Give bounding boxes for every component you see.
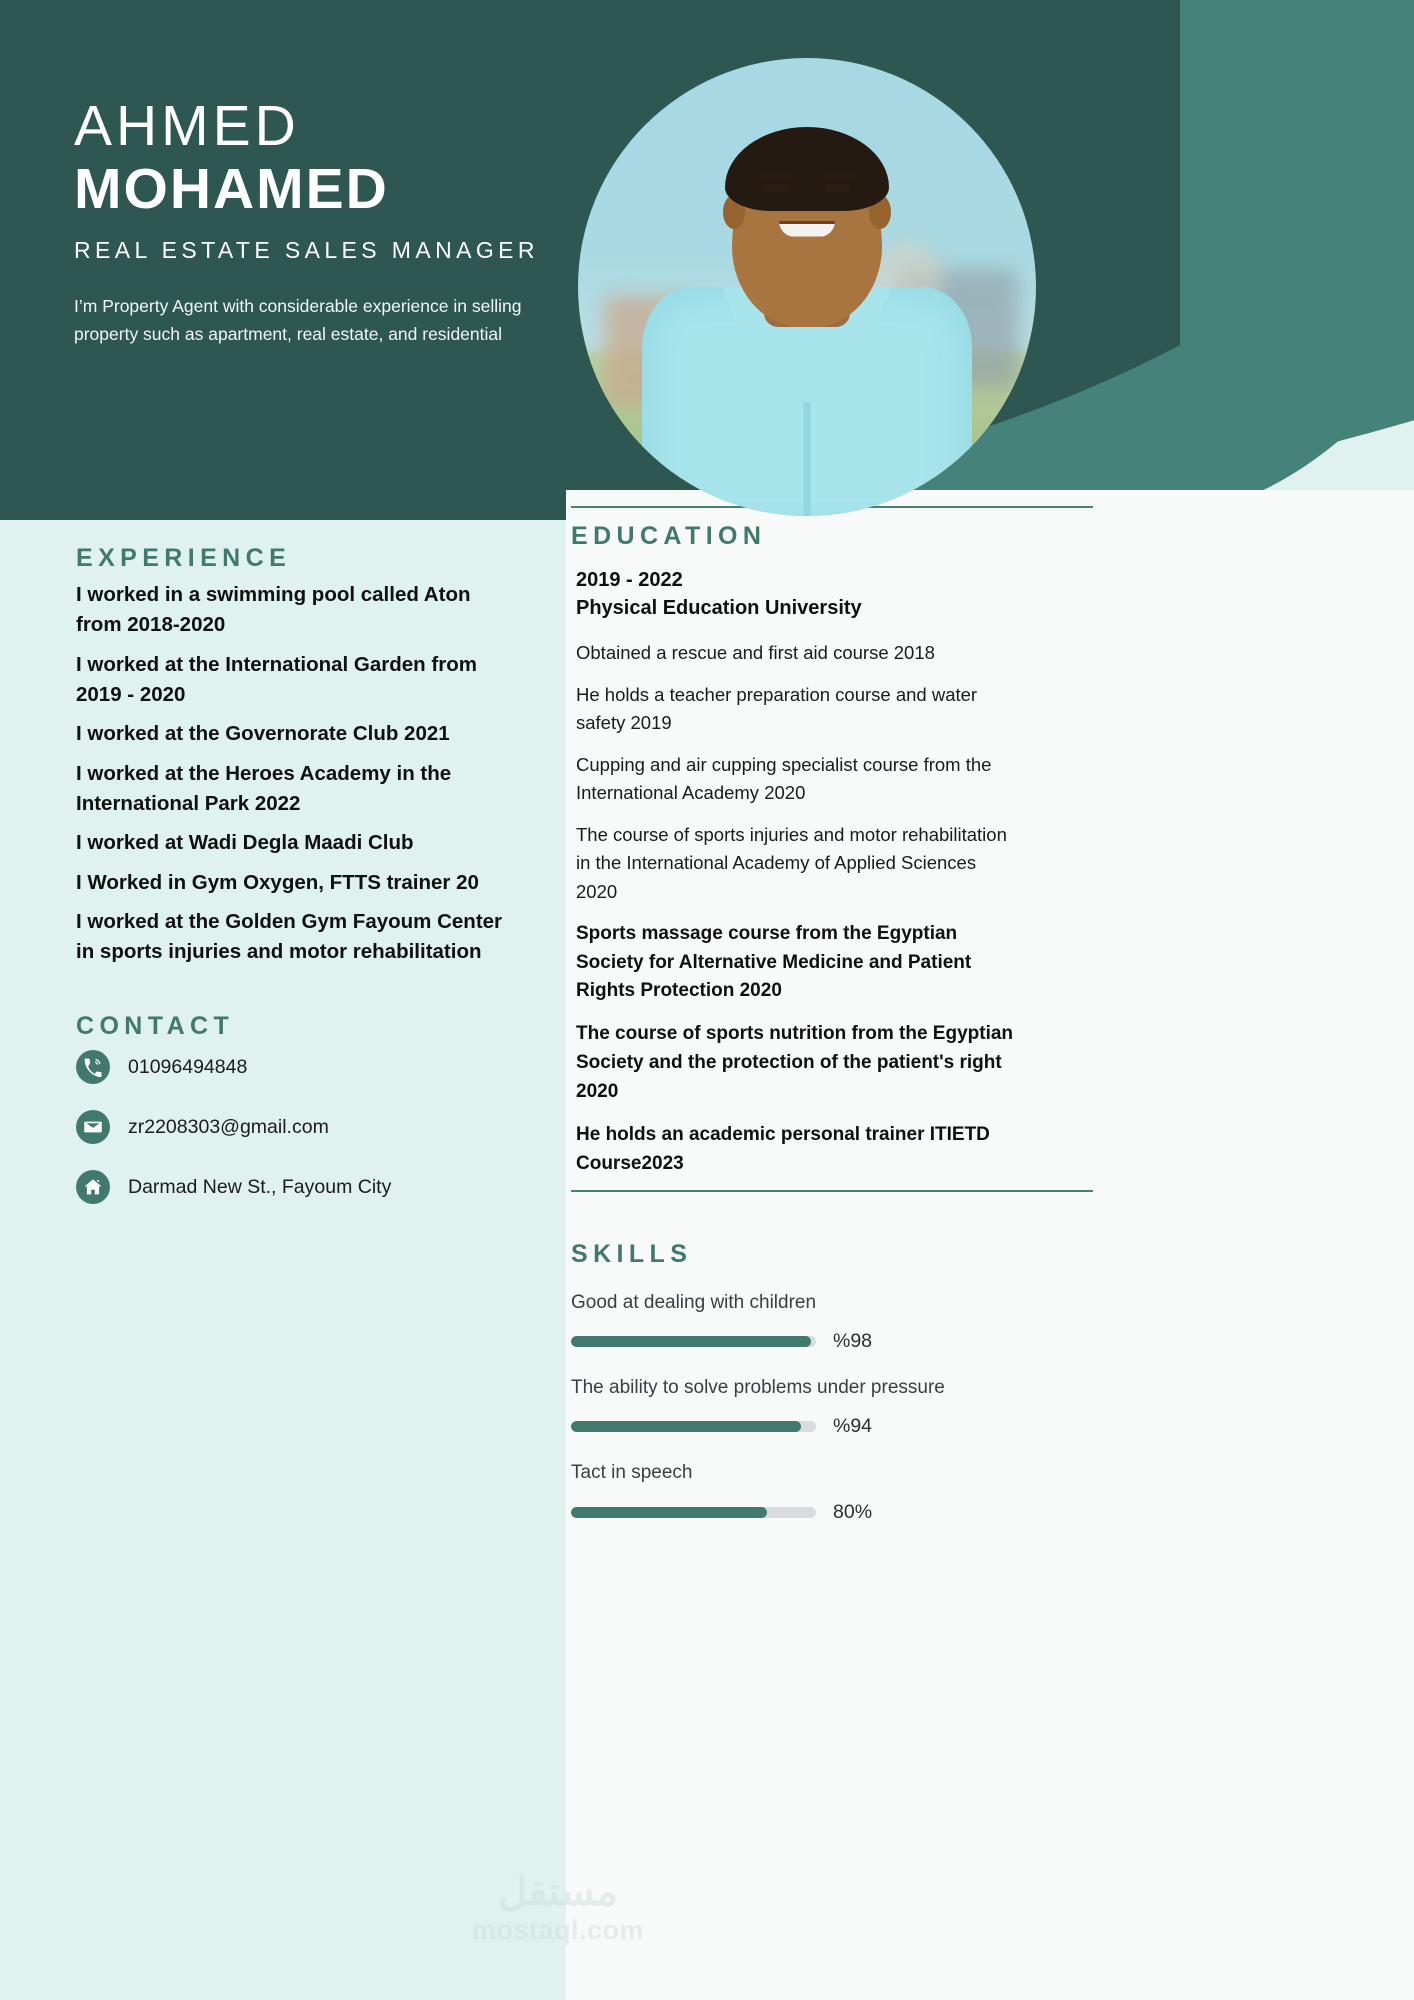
profile-summary: I’m Property Agent with considerable experience in selling property such as apartment, real estate, and residential (74, 296, 522, 345)
watermark-latin: mostaql.com (472, 1915, 645, 1945)
experience-item: I worked at the Golden Gym Fayoum Center in sports injuries and motor rehabilitation (76, 909, 503, 964)
photo-hair (725, 127, 889, 211)
photo-brow-left (761, 173, 791, 179)
education-item: He holds a teacher preparation course and water safety 2019 (576, 683, 978, 733)
skill-progress-track (571, 1507, 816, 1518)
photo-eye-left (763, 184, 789, 192)
job-title: REAL ESTATE SALES MANAGER (74, 237, 539, 264)
skill-item (571, 1290, 1031, 1353)
skill-progress-track (571, 1336, 816, 1347)
contact-value: zr2208303@gmail.com (128, 1115, 329, 1138)
education-item: The course of sports nutrition from the Egyptian Society and the protection of the patient's right 2020 (576, 1023, 1014, 1103)
photo-shirt-placket (804, 402, 811, 516)
contact-value: Darmad New St., Fayoum City (128, 1175, 392, 1198)
photo-mouth (779, 221, 835, 237)
skills-heading: SKILLS (571, 1240, 693, 1268)
experience-item: I worked in a swimming pool called Aton from 2018-2020 (76, 583, 471, 637)
experience-item: I worked at Wadi Degla Maadi Club (76, 831, 414, 855)
experience-item: I Worked in Gym Oxygen, FTTS trainer 20 (76, 870, 479, 894)
skill-bar-row (571, 1501, 1031, 1524)
skill-progress-fill (571, 1336, 811, 1347)
experience-heading: EXPERIENCE (76, 544, 292, 572)
contact-value: 01096494848 (128, 1055, 248, 1078)
contact-row[interactable] (76, 1110, 516, 1144)
profile-photo (578, 58, 1036, 516)
last-name: MOHAMED (74, 157, 389, 222)
first-name: AHMED (74, 94, 300, 158)
education-item: Obtained a rescue and first aid course 2018 (576, 641, 935, 663)
skill-percent-label: %94 (833, 1415, 873, 1438)
skill-progress-fill (571, 1507, 767, 1518)
contact-row[interactable] (76, 1170, 516, 1204)
right-column (566, 490, 1414, 2000)
email-icon (76, 1110, 110, 1144)
education-heading: EDUCATION (571, 522, 767, 550)
phone-icon (76, 1050, 110, 1084)
experience-item: I worked at the Governorate Club 2021 (76, 722, 450, 746)
contact-heading: CONTACT (76, 1012, 235, 1040)
skill-label: Good at dealing with children (571, 1292, 817, 1313)
skill-progress-fill (571, 1421, 801, 1432)
skill-percent-label: 80% (833, 1500, 873, 1523)
header-text-block (74, 96, 554, 349)
skill-percent-label: %98 (833, 1330, 873, 1353)
contact-row[interactable] (76, 1050, 516, 1084)
photo-brow-right (823, 173, 853, 179)
education-list (576, 566, 1014, 1193)
watermark-arabic: مستقل (498, 1870, 618, 1914)
skill-item (571, 1460, 1031, 1523)
left-column (0, 520, 566, 2000)
skills-list (571, 1290, 1031, 1546)
education-course-list (576, 639, 1014, 1179)
photo-eye-right (825, 184, 851, 192)
experience-item: I worked at the Heroes Academy in the International Park 2022 (76, 761, 452, 815)
home-icon (76, 1170, 110, 1204)
education-item: He holds an academic personal trainer ITIETD Course2023 (576, 1123, 990, 1174)
skill-bar-row (571, 1415, 1031, 1438)
skill-bar-row (571, 1330, 1031, 1353)
education-school: Physical Education University (576, 597, 862, 620)
experience-list (76, 580, 508, 977)
contact-list (76, 1050, 516, 1230)
education-item: Cupping and air cupping specialist course from the International Academy 2020 (576, 754, 992, 804)
education-period: 2019 - 2022 (576, 569, 683, 591)
skills-divider (571, 1190, 1093, 1192)
experience-item: I worked at the International Garden from 2019 - 2020 (76, 652, 477, 706)
skill-progress-track (571, 1421, 816, 1432)
skill-item (571, 1375, 1031, 1438)
education-item: Sports massage course from the Egyptian Society for Alternative Medicine and Patient Rights Protection 2020 (576, 922, 972, 1002)
skill-label: The ability to solve problems under pressure (571, 1377, 945, 1399)
education-item: The course of sports injuries and motor rehabilitation in the International Academy of Applied Sciences 2020 (576, 824, 1007, 902)
skill-label: Tact in speech (571, 1462, 693, 1484)
